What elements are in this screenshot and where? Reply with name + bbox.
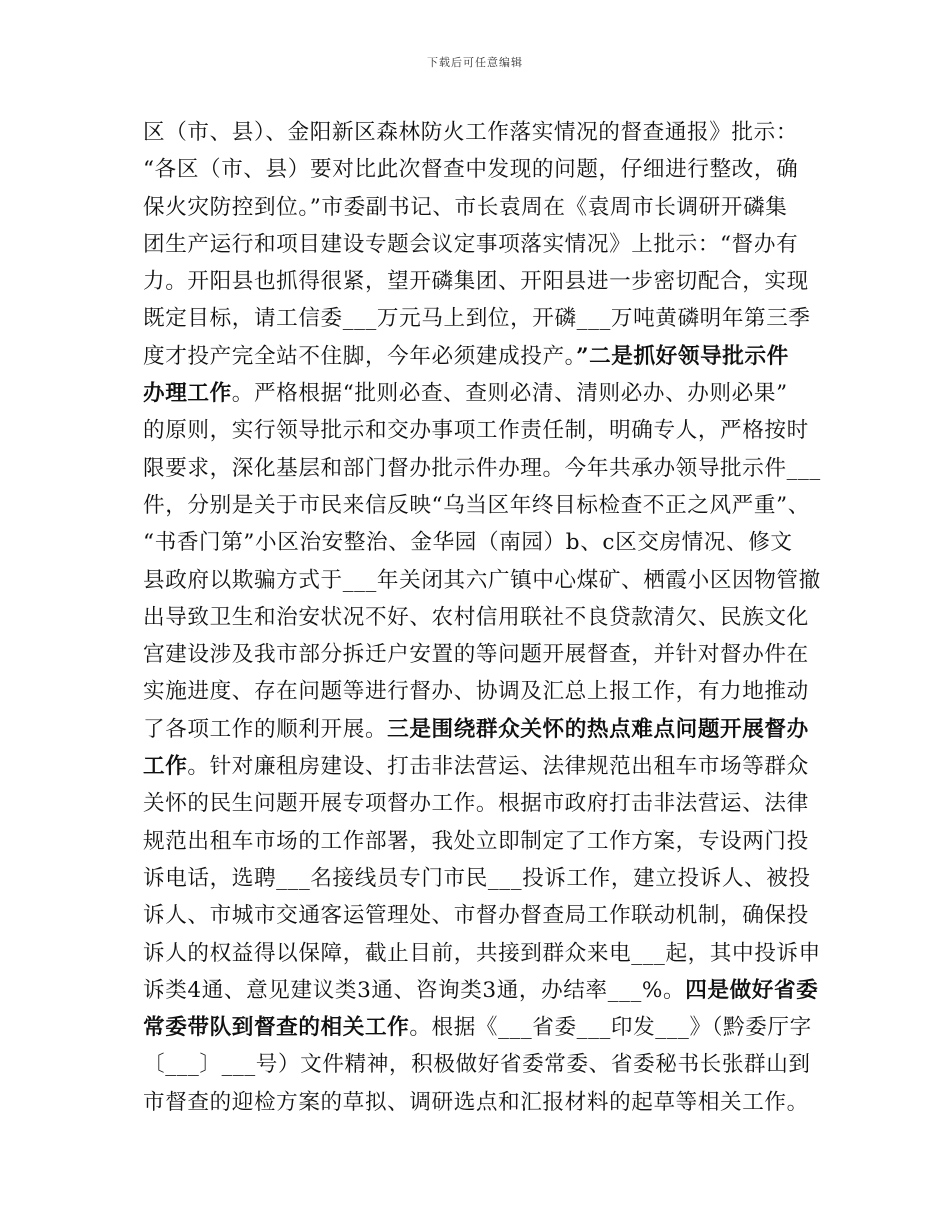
text-line: 诉电话，选聘___名接线员专门市民___投诉工作，建立投诉人、被投 — [143, 865, 811, 891]
text-line: 出导致卫生和治安状况不好、农村信用联社不良贷款清欠、民族文化 — [143, 604, 809, 630]
section-heading-3: 三是围绕群众关怀的热点难点问题开展督办 — [387, 716, 809, 742]
text-line: 保火灾防控到位。”市委副书记、市长袁周在《袁周市长调研开磷集 — [143, 194, 788, 220]
section-heading-3-cont: 工作 — [143, 754, 188, 780]
text-line: 。根据《___省委___印发___》（黔委厅字 — [409, 1015, 812, 1041]
text-line: 县政府以欺骗方式于___年关闭其六广镇中心煤矿、栖霞小区因物管撤 — [143, 567, 821, 593]
text-line: 诉类4通、意见建议类3通、咨询类3通，办结率___%。 — [143, 977, 686, 1003]
text-line: 件，分别是关于市民来信反映“乌当区年终目标检查不正之风严重”、 — [143, 492, 810, 518]
text-line: 诉人、市城市交通客运管理处、市督办督查局工作联动机制，确保投 — [143, 903, 809, 929]
text-line: 度才投产完全站不住脚，今年必须建成投产。 — [143, 343, 577, 369]
text-line: 〔___〕___号）文件精神，积极做好省委常委、省委秘书长张群山到 — [143, 1052, 811, 1078]
text-line: “书香门第”小区治安整治、金华园（南园）b、c区交房情况、修文 — [143, 530, 793, 556]
section-heading-4-cont: 常委带队到督查的相关工作 — [143, 1015, 410, 1041]
section-heading-2: ”二是抓好领导批示件 — [576, 343, 789, 369]
text-line: 。针对廉租房建设、打击非法营运、法律规范出租车市场等群众 — [187, 754, 809, 780]
text-line: 。严格根据“批则必查、查则必清、清则必办、办则必果” — [231, 381, 788, 407]
text-line: 限要求，深化基层和部门督办批示件办理。今年共承办领导批示件___ — [143, 455, 821, 481]
text-line: 既定目标，请工信委___万元马上到位，开磷___万吨黄磷明年第三季 — [143, 306, 811, 332]
section-heading-2-cont: 办理工作 — [143, 381, 232, 407]
text-line: 了各项工作的顺利开展。 — [143, 716, 388, 742]
text-line: 市督查的迎检方案的草拟、调研选点和汇报材料的起草等相关工作。 — [143, 1089, 809, 1115]
text-line: 力。开阳县也抓得很紧，望开磷集团、开阳县进一步密切配合，实现 — [143, 269, 809, 295]
text-line: “各区（市、县）要对比此次督查中发现的问题，仔细进行整改，确 — [143, 157, 799, 183]
document-body — [143, 114, 821, 1121]
text-line: 的原则，实行领导批示和交办事项工作责任制，明确专人，严格按时 — [143, 418, 809, 444]
text-line: 规范出租车市场的工作部署，我处立即制定了工作方案，专设两门投 — [143, 828, 809, 854]
text-line: 诉人的权益得以保障，截止目前，共接到群众来电___起，其中投诉申 — [143, 940, 821, 966]
page-header: 下载后可任意编辑 — [427, 56, 523, 69]
text-line: 团生产运行和项目建设专题会议定事项落实情况》上批示：“督办有 — [143, 231, 799, 257]
text-line: 关怀的民生问题开展专项督办工作。根据市政府打击非法营运、法律 — [143, 791, 809, 817]
text-line: 区（市、县）、金阳新区森林防火工作落实情况的督查通报》批示： — [143, 120, 799, 145]
section-heading-4: 四是做好省委 — [685, 977, 819, 1003]
text-line: 实施进度、存在问题等进行督办、协调及汇总上报工作，有力地推动 — [143, 679, 809, 705]
text-line: 宫建设涉及我市部分拆迁户安置的等问题开展督查，并针对督办件在 — [143, 642, 809, 668]
